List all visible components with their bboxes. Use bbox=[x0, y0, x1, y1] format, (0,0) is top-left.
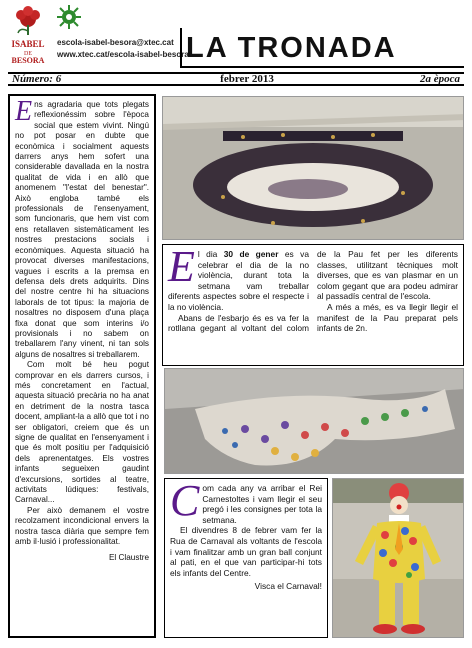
contact-info bbox=[57, 37, 189, 61]
xtec-logo bbox=[56, 4, 82, 30]
peace-day-article bbox=[162, 244, 464, 366]
editorial-paragraph-3: Per això demanem el vostre recolzament incondicional envers la nostra tasca diària que sempre fem amb il·lusió i professionalitat. bbox=[15, 505, 149, 547]
photo-peace-dove bbox=[164, 368, 464, 474]
issue-number: Número: 6 bbox=[12, 73, 62, 85]
carnival-sign: Visca el Carnaval! bbox=[254, 581, 322, 592]
carnival-paragraph-2: El divendres 8 de febrer vam fer la Rua de Carnaval als voltants de l'escola i vam finalitzar amb un gran ball conjunt al pati, en el que van participar-hi tots els infants del Centre. bbox=[170, 525, 322, 578]
carnival-dropcap: C bbox=[170, 476, 200, 525]
editorial-dropcap: E bbox=[15, 96, 33, 127]
web-text[interactable]: www.xtec.cat/escola-isabel-besora bbox=[57, 50, 189, 59]
svg-text:ISABEL: ISABEL bbox=[11, 39, 45, 49]
editorial-column bbox=[8, 94, 156, 638]
peace-paragraph-3: A més a més, es va llegir llegir el manifest de la Pau preparat pels infants de 2n. bbox=[317, 301, 458, 334]
issue-bar bbox=[8, 72, 464, 86]
peace-paragraph-2: Abans de l'esbarjo és es va fer la rotllana gegant al voltant del colom de la Pau fet per les diferents classes, utilitzant tècniques molt diverses, que es van plasmar en un colom gegant que ara podeu admirar al passadís central de l'escola. bbox=[168, 249, 458, 334]
editorial-signature: El Claustre bbox=[108, 553, 149, 563]
issue-date: febrer 2013 bbox=[220, 73, 274, 85]
newspaper-title bbox=[180, 28, 464, 68]
peace-paragraph-1: El dia 30 de gener es va celebrar el dia de la no violència, durant tota la setmana vam treballar diferents aspectes sobre el respecte i la no violència. bbox=[168, 242, 309, 312]
school-logo bbox=[6, 5, 50, 67]
editorial-paragraph-1: Ens agradaria que tots plegats reflexionéssim sobre l'època social que estem vivint. Ningú no pot posar en dubte que econòmica i socialment aquests darrers anys hem sofert una considerable davallada en la nostra qualitat de vida i en allò que anomenem "l'estat del benestar". Això engloba també els professionals de l'ensenyament, som funcionaris, que hem vist com ens retallaven sistemàticament les nostres prestacions socials i econòmiques. Aquesta situació ha provocat diverses manifestacions, vagues i escrits a la premsa en defensa dels drets adquirits. Dins del nostre centre hi ha situacions laborals de tot tipus: la majoria de nosaltres no disposem d'una plaça fixa donat que som interins i/o provisionals i no sabem on treballarem l'any vinent, ni tan sols alguns de nosaltres si treballarem. bbox=[15, 96, 149, 359]
photo-students-circle bbox=[162, 96, 464, 240]
svg-text:BESORA: BESORA bbox=[11, 56, 45, 65]
carnival-paragraph-1: Com cada any va arribar el Rei Carnestoltes i vam llegir el seu pregó i les consignes per tota la setmana. bbox=[170, 476, 322, 525]
issue-epoch: 2a època bbox=[419, 73, 460, 85]
title-text: LA TRONADA bbox=[186, 32, 397, 64]
photo-carnival-clown bbox=[332, 478, 464, 638]
svg-text:DE: DE bbox=[24, 51, 32, 57]
email-text[interactable]: escola-isabel-besora@xtec.cat bbox=[57, 38, 174, 47]
editorial-paragraph-2: Com molt bé heu pogut comprovar en els darrers cursos, i més concretament en l'actual, aquesta situació precària no ha anat en detriment de la nostra tasca docent, ampliant-la a allò que tot i no ser obligatori, creiem que és un signe de qualitat en l'ensenyament i que és molt positiu per l'adquisició dels aprenentatges. Els vostres infants segueixen gaudint d'excursions, sortides al teatre, activitats lúdiques: festivals, Carnaval... bbox=[15, 360, 149, 505]
peace-dropcap: E bbox=[168, 242, 195, 291]
carnival-article bbox=[164, 478, 328, 638]
